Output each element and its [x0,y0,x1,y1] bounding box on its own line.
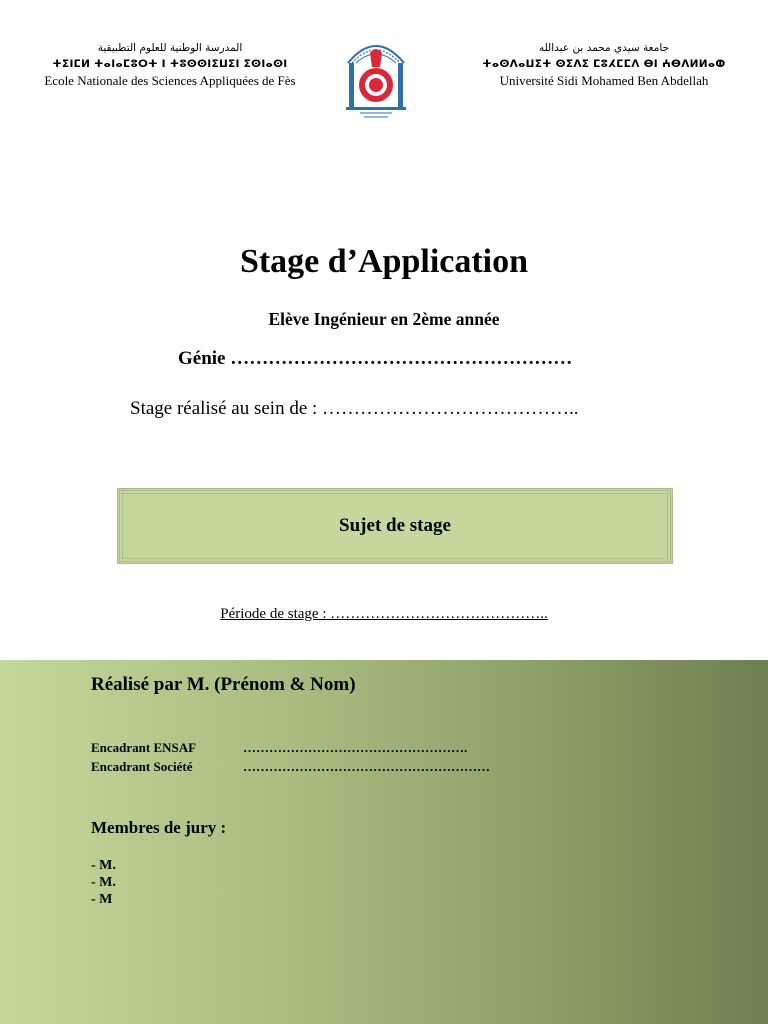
ensaf-name-tifinagh: ⵜⵉⵏⵎⵍ ⵜⴰⵏⴰⵎⵓⵔⵜ ⵏ ⵜⵓⵙⵙⵏⵉⵡⵉⵏ ⵉⵙⵏⴰⵙⵏ [52,58,288,70]
header-usmba [440,40,768,89]
jury-member: - M. [91,875,116,890]
encadrant-ensaf-row [91,740,467,756]
realise-par: Réalisé par M. (Prénom & Nom) [91,674,356,695]
ensaf-name-french: Ecole Nationale des Sciences Appliquées de Fès [44,73,296,88]
jury-member: - M. [91,858,116,873]
usmba-name-french: Université Sidi Mohamed Ben Abdellah [499,73,709,88]
encadrant-ensaf-label: Encadrant ENSAF [91,740,197,755]
page-subtitle: Elève Ingénieur en 2ème année [268,309,500,329]
periode-field: Période de stage : …………………………………….. [220,606,548,622]
sujet-box [117,488,673,564]
sujet-label: Sujet de stage [339,515,451,536]
encadrant-societe-label: Encadrant Société [91,759,193,774]
details-panel [0,660,768,1024]
jury-member: - M [91,892,113,907]
page-title: Stage d’Application [239,243,529,280]
encadrant-societe-row [91,759,490,775]
usmba-name-tifinagh: ⵜⴰⵙⴷⴰⵡⵉⵜ ⵙⵉⴷⵉ ⵎⵓⵃⵎⵎⴷ ⴱⵏ ⵄⴱⴷⵍⵍⴰⵀ [482,58,726,70]
header-ensaf [0,40,340,89]
jury-list [91,857,116,908]
encadrant-ensaf-value: ……………………………………………. [243,740,468,755]
genie-field: Génie ……………………………………………… [178,348,573,369]
usmba-name-arabic: جامعة سيدي محمد بن عبدالله [538,42,670,54]
encadrant-societe-value: ………………………………………………… [243,759,490,774]
university-logo [340,33,412,121]
jury-title: Membres de jury : [91,818,227,837]
ensaf-name-arabic: المدرسة الوطنية للعلوم التطبيقية [97,42,243,54]
stage-location-field: Stage réalisé au sein de : ………………………………….. [130,398,579,419]
